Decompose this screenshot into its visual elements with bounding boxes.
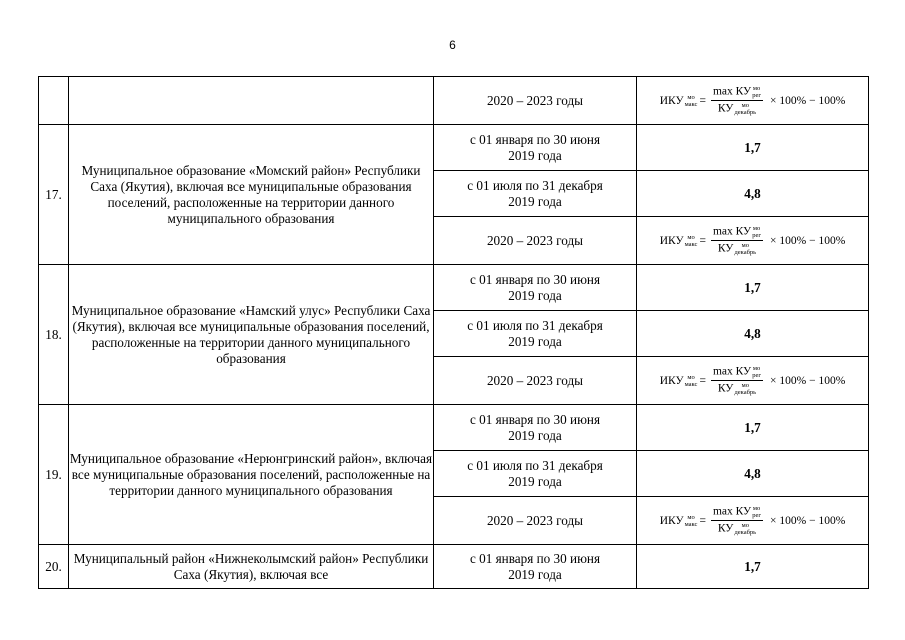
coefficient-value: 1,7 bbox=[637, 545, 869, 589]
formula-fraction: max КУ мо рег КУ мо декабрь bbox=[712, 85, 762, 116]
formula-lhs: ИКУ мо макс bbox=[659, 93, 698, 108]
formula-cell bbox=[637, 497, 869, 545]
formula-equals: = bbox=[699, 514, 706, 527]
period-cell: с 01 января по 30 июня 2019 года bbox=[434, 265, 637, 311]
period-cell: с 01 июля по 31 декабря 2019 года bbox=[434, 451, 637, 497]
municipality-name: Муниципальное образование «Намский улус» Республики Саха (Якутия), включая все муниципальные образования поселений, расположенные на территории данного муниципального образования bbox=[69, 265, 434, 405]
formula-cell bbox=[637, 77, 869, 125]
coefficient-value: 4,8 bbox=[637, 311, 869, 357]
formula-cell bbox=[637, 217, 869, 265]
formula bbox=[660, 505, 846, 536]
row-number: 20. bbox=[39, 545, 69, 589]
row-number: 19. bbox=[39, 405, 69, 545]
municipality-name: Муниципальный район «Нижнеколымский район» Республики Саха (Якутия), включая все bbox=[69, 545, 434, 589]
period-cell: с 01 января по 30 июня 2019 года bbox=[434, 545, 637, 589]
formula-lhs: ИКУ мо макс bbox=[659, 233, 698, 248]
coefficient-value: 1,7 bbox=[637, 405, 869, 451]
period-cell: с 01 января по 30 июня 2019 года bbox=[434, 405, 637, 451]
period-cell: 2020 – 2023 годы bbox=[434, 77, 637, 125]
municipality-name: Муниципальное образование «Момский район» Республики Саха (Якутия), включая все муниципальные образования поселений, расположенные на территории данного муниципального образования bbox=[69, 125, 434, 265]
period-cell: 2020 – 2023 годы bbox=[434, 357, 637, 405]
municipality-name bbox=[69, 77, 434, 125]
formula-equals: = bbox=[699, 94, 706, 107]
table-row bbox=[39, 125, 869, 171]
formula-rest: × 100% − 100% bbox=[770, 94, 846, 107]
page-number: 6 bbox=[449, 38, 456, 52]
period-cell: с 01 июля по 31 декабря 2019 года bbox=[434, 311, 637, 357]
formula-rest: × 100% − 100% bbox=[770, 234, 846, 247]
coefficient-value: 4,8 bbox=[637, 171, 869, 217]
coefficient-value: 4,8 bbox=[637, 451, 869, 497]
formula bbox=[660, 365, 846, 396]
formula-equals: = bbox=[699, 234, 706, 247]
period-cell: 2020 – 2023 годы bbox=[434, 217, 637, 265]
table-row bbox=[39, 405, 869, 451]
table-row bbox=[39, 77, 869, 125]
coefficient-value: 1,7 bbox=[637, 125, 869, 171]
table-row bbox=[39, 545, 869, 589]
formula-fraction: max КУ мо рег КУ мо декабрь bbox=[712, 225, 762, 256]
row-number: 18. bbox=[39, 265, 69, 405]
row-number: 17. bbox=[39, 125, 69, 265]
formula-lhs: ИКУ мо макс bbox=[659, 513, 698, 528]
formula-rest: × 100% − 100% bbox=[770, 514, 846, 527]
period-cell: с 01 января по 30 июня 2019 года bbox=[434, 125, 637, 171]
formula-fraction: max КУ мо рег КУ мо декабрь bbox=[712, 365, 762, 396]
formula bbox=[660, 225, 846, 256]
coefficient-value: 1,7 bbox=[637, 265, 869, 311]
formula-fraction: max КУ мо рег КУ мо декабрь bbox=[712, 505, 762, 536]
row-number bbox=[39, 77, 69, 125]
tariff-table bbox=[38, 76, 869, 589]
formula-lhs: ИКУ мо макс bbox=[659, 373, 698, 388]
municipality-name: Муниципальное образование «Нерюнгринский район», включая все муниципальные образования поселений, расположенные на территории данного муниципального образования bbox=[69, 405, 434, 545]
period-cell: с 01 июля по 31 декабря 2019 года bbox=[434, 171, 637, 217]
table-row bbox=[39, 265, 869, 311]
formula-cell bbox=[637, 357, 869, 405]
formula-rest: × 100% − 100% bbox=[770, 374, 846, 387]
formula-equals: = bbox=[699, 374, 706, 387]
formula bbox=[660, 85, 846, 116]
period-cell: 2020 – 2023 годы bbox=[434, 497, 637, 545]
